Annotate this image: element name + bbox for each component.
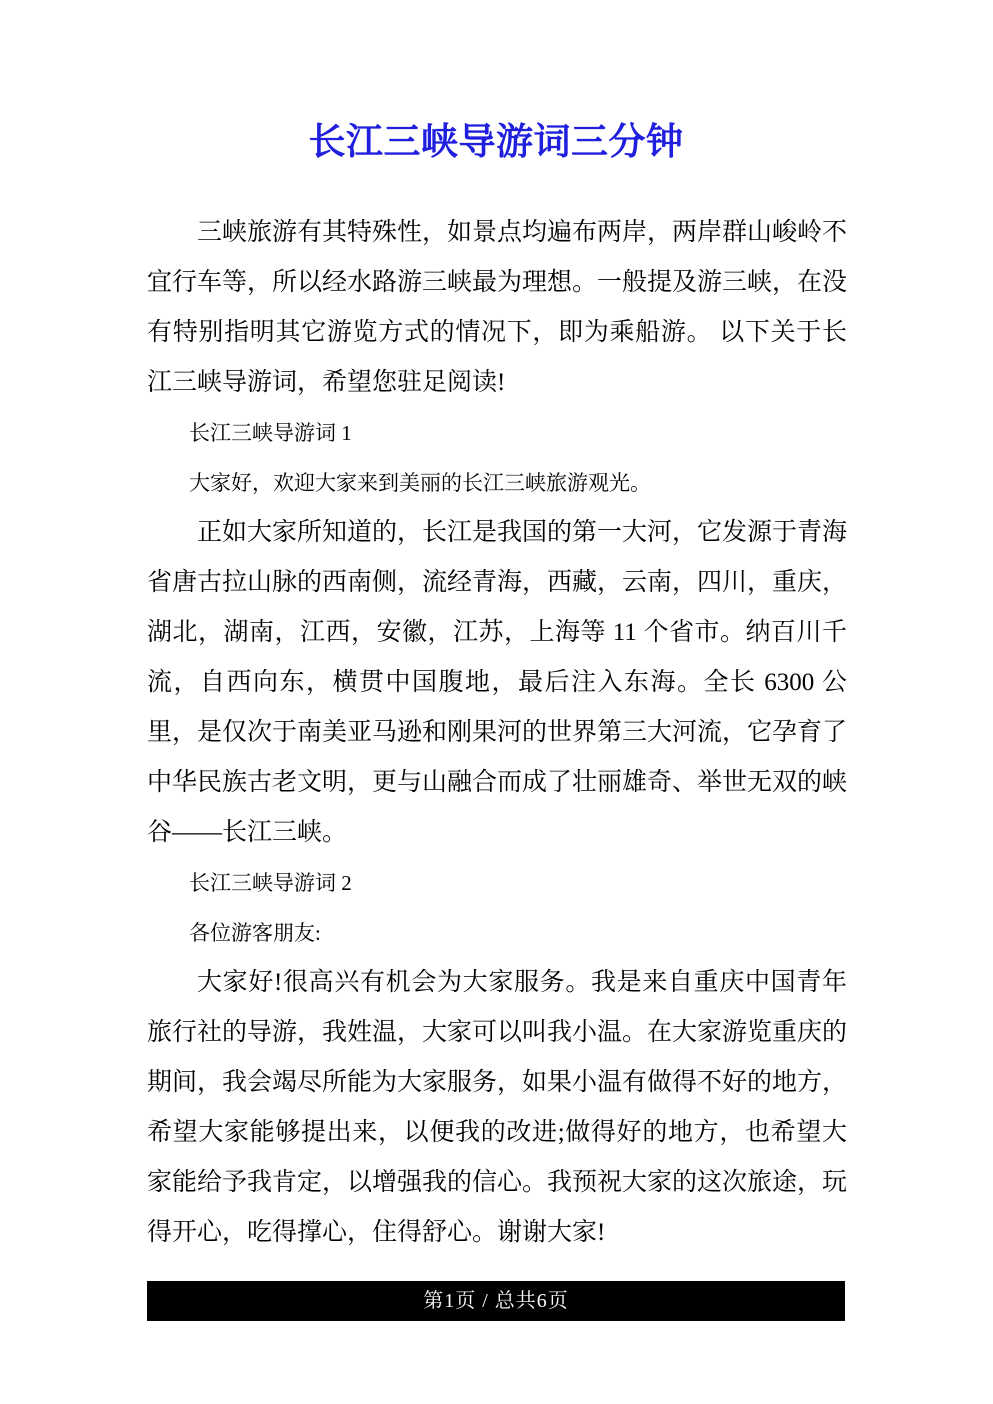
page-footer-bar bbox=[147, 1281, 845, 1321]
page-title: 长江三峡导游词三分钟 bbox=[308, 122, 684, 163]
page-number-label: 第1页 / 总共6页 bbox=[423, 1290, 569, 1312]
body-paragraph-2: 大家好!很高兴有机会为大家服务。我是来自重庆中国青年旅行社的导游，我姓温，大家可以叫我小温。在大家游览重庆的期间，我会竭尽所能为大家服务，如果小温有做得不好的地方，希望大家能够提出来，以便我的改进;做得好的地方，也希望大家能给予我肯定，以增强我的信心。我预祝大家的这次旅途，玩得开心，吃得撑心，住得舒心。谢谢大家! bbox=[147, 969, 848, 1246]
intro-paragraph: 三峡旅游有其特殊性，如景点均遍布两岸，两岸群山峻岭不宜行车等，所以经水路游三峡最为理想。一般提及游三峡，在没有特别指明其它游览方式的情况下，即为乘船游。 以下关于长江三峡导游词，希望您驻足阅读! bbox=[147, 219, 848, 396]
section-heading-1: 长江三峡导游词 1 bbox=[189, 421, 352, 445]
section-heading-2: 长江三峡导游词 2 bbox=[189, 871, 352, 895]
salutation-line-2: 各位游客朋友: bbox=[189, 921, 321, 945]
body-paragraph-1: 正如大家所知道的，长江是我国的第一大河，它发源于青海省唐古拉山脉的西南侧，流经青海，西藏，云南，四川，重庆，湖北，湖南，江西，安徽，江苏，上海等 11 个省市。纳百川千流，自西向东，横贯中国腹地，最后注入东海。全长 6300 公里，是仅次于南美亚马逊和刚果河的世界第三大河流，它孕育了中华民族古老文明，更与山融合而成了壮丽雄奇、举世无双的峡谷——长江三峡。 bbox=[147, 519, 848, 846]
greeting-line-1: 大家好，欢迎大家来到美丽的长江三峡旅游观光。 bbox=[189, 471, 651, 495]
document-body bbox=[147, 208, 847, 1258]
